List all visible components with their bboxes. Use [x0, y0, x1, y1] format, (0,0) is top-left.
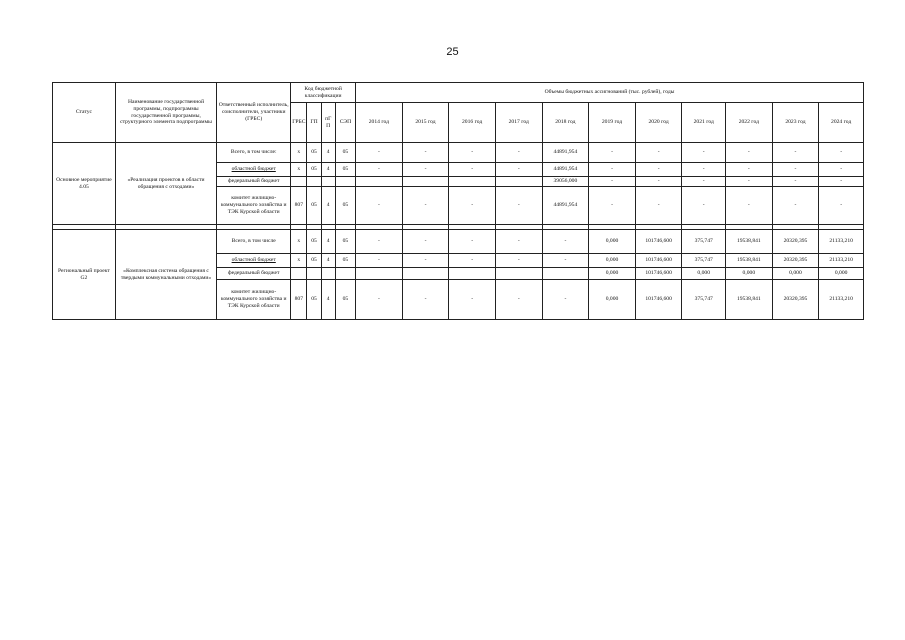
code-cell [335, 177, 355, 187]
section-name: «Реализация проектов в области обращения с отходами» [115, 143, 216, 225]
page-number: 25 [446, 46, 459, 58]
value-cell: - [449, 143, 496, 163]
header-code-group: Код бюджетной классификации [291, 83, 356, 103]
value-cell: 44891,954 [542, 187, 589, 225]
header-code-grbs: ГРБС [291, 103, 307, 143]
value-cell: - [449, 187, 496, 225]
value-cell: - [589, 177, 636, 187]
value-cell: - [542, 280, 589, 320]
value-cell: - [402, 163, 449, 177]
value-cell: - [356, 143, 403, 163]
value-cell: - [402, 143, 449, 163]
section-status: Основное мероприятие 4.05 [53, 143, 116, 225]
value-cell: 20320,395 [772, 254, 819, 268]
value-cell: 44891,954 [542, 143, 589, 163]
value-cell: - [819, 187, 864, 225]
value-cell: - [495, 187, 542, 225]
value-cell: - [402, 280, 449, 320]
code-cell: 05 [335, 254, 355, 268]
code-cell: 4 [321, 163, 335, 177]
value-cell: 19538,841 [726, 254, 773, 268]
code-cell: 807 [291, 280, 307, 320]
code-cell: 807 [291, 187, 307, 225]
value-cell: - [356, 254, 403, 268]
header-year: 2016 год [449, 103, 496, 143]
value-cell: - [819, 163, 864, 177]
value-cell: - [635, 163, 682, 177]
responsible-cell: федеральный бюджет [217, 177, 291, 187]
value-cell: 0,000 [589, 230, 636, 254]
value-cell: - [819, 177, 864, 187]
code-cell: 05 [307, 187, 321, 225]
value-cell: - [726, 163, 773, 177]
value-cell: - [819, 143, 864, 163]
header-year: 2023 год [772, 103, 819, 143]
value-cell [542, 268, 589, 280]
value-cell: - [682, 163, 726, 177]
value-cell [449, 268, 496, 280]
value-cell: 0,000 [726, 268, 773, 280]
code-cell: 4 [321, 143, 335, 163]
value-cell: - [402, 187, 449, 225]
header-responsible: Ответственный исполнитель, соисполнители, участники (ГРБС) [217, 83, 291, 143]
value-cell: 21133,210 [819, 230, 864, 254]
value-cell: - [495, 143, 542, 163]
value-cell: 21133,210 [819, 280, 864, 320]
value-cell [356, 177, 403, 187]
code-cell [291, 268, 307, 280]
header-year: 2019 год [589, 103, 636, 143]
value-cell [356, 268, 403, 280]
code-cell [307, 268, 321, 280]
code-cell: 05 [307, 254, 321, 268]
value-cell: - [449, 254, 496, 268]
section-status: Региональный проект G2 [53, 230, 116, 320]
value-cell: - [726, 177, 773, 187]
value-cell: - [495, 230, 542, 254]
code-cell: 05 [307, 230, 321, 254]
header-year: 2022 год [726, 103, 773, 143]
value-cell: 19538,841 [726, 230, 773, 254]
code-cell: 05 [307, 143, 321, 163]
value-cell: - [356, 163, 403, 177]
value-cell [495, 177, 542, 187]
value-cell: 0,000 [682, 268, 726, 280]
value-cell: - [772, 163, 819, 177]
value-cell: - [449, 280, 496, 320]
value-cell: - [356, 280, 403, 320]
value-cell: - [635, 143, 682, 163]
value-cell: - [449, 163, 496, 177]
header-year: 2021 год [682, 103, 726, 143]
value-cell: 101746,600 [635, 254, 682, 268]
value-cell: - [682, 177, 726, 187]
header-year: 2015 год [402, 103, 449, 143]
code-cell: 05 [335, 163, 355, 177]
value-cell: 44891,954 [542, 163, 589, 177]
value-cell: 0,000 [819, 268, 864, 280]
value-cell: - [542, 254, 589, 268]
header-status: Статус [53, 83, 116, 143]
header-year: 2017 год [495, 103, 542, 143]
header-year: 2024 год [819, 103, 864, 143]
value-cell: - [682, 187, 726, 225]
value-cell [495, 268, 542, 280]
value-cell [402, 268, 449, 280]
code-cell: х [291, 143, 307, 163]
value-cell: 20320,395 [772, 280, 819, 320]
value-cell: 20320,395 [772, 230, 819, 254]
value-cell: - [495, 254, 542, 268]
value-cell: - [402, 230, 449, 254]
responsible-cell: областной бюджет [217, 163, 291, 177]
value-cell: 375,747 [682, 230, 726, 254]
value-cell: - [356, 187, 403, 225]
value-cell: 101746,600 [635, 268, 682, 280]
value-cell: - [772, 187, 819, 225]
header-year: 2014 год [356, 103, 403, 143]
value-cell: - [589, 143, 636, 163]
responsible-cell: комитет жилищно-коммунального хозяйства и ТЭК Курской области [217, 187, 291, 225]
code-cell [321, 268, 335, 280]
value-cell: - [772, 177, 819, 187]
code-cell [321, 177, 335, 187]
value-cell: 21133,210 [819, 254, 864, 268]
value-cell: - [682, 143, 726, 163]
value-cell: - [589, 187, 636, 225]
code-cell: х [291, 254, 307, 268]
budget-table [52, 82, 864, 320]
responsible-cell: Всего, в том числе [217, 230, 291, 254]
value-cell: - [772, 143, 819, 163]
value-cell: - [635, 187, 682, 225]
header-code-gp: ГП [307, 103, 321, 143]
header-volume-group: Объемы бюджетных ассигнований (тыс. рублей), годы [356, 83, 864, 103]
value-cell [402, 177, 449, 187]
value-cell: - [495, 280, 542, 320]
value-cell [449, 177, 496, 187]
code-cell [307, 177, 321, 187]
code-cell: 4 [321, 230, 335, 254]
value-cell: - [495, 163, 542, 177]
value-cell: - [726, 187, 773, 225]
header-code-pgp: пГ П [321, 103, 335, 143]
header-year: 2018 год [542, 103, 589, 143]
code-cell: 4 [321, 187, 335, 225]
code-cell: х [291, 230, 307, 254]
code-cell: 05 [335, 187, 355, 225]
value-cell: 375,747 [682, 280, 726, 320]
value-cell: - [449, 230, 496, 254]
responsible-cell: Всего, в том числе: [217, 143, 291, 163]
value-cell: - [542, 230, 589, 254]
value-cell: 0,000 [589, 268, 636, 280]
value-cell: 39056,000 [542, 177, 589, 187]
code-cell: х [291, 163, 307, 177]
value-cell: 0,000 [589, 280, 636, 320]
code-cell: 05 [335, 230, 355, 254]
header-code-sep: СЭП [335, 103, 355, 143]
responsible-cell: областной бюджет [217, 254, 291, 268]
code-cell [335, 268, 355, 280]
value-cell: 101746,600 [635, 230, 682, 254]
code-cell: 05 [307, 163, 321, 177]
code-cell: 4 [321, 280, 335, 320]
header-year: 2020 год [635, 103, 682, 143]
code-cell: 4 [321, 254, 335, 268]
section-name: «Комплексная система обращения с твердыми коммунальными отходами» [115, 230, 216, 320]
value-cell: - [402, 254, 449, 268]
value-cell: - [635, 177, 682, 187]
table-row [53, 143, 864, 163]
responsible-cell: федеральный бюджет [217, 268, 291, 280]
value-cell: - [589, 163, 636, 177]
value-cell: 0,000 [772, 268, 819, 280]
value-cell: 101746,600 [635, 280, 682, 320]
code-cell: 05 [335, 280, 355, 320]
code-cell [291, 177, 307, 187]
table-row [53, 230, 864, 254]
responsible-cell: комитет жилищно-коммунального хозяйства и ТЭК Курской области [217, 280, 291, 320]
value-cell: 375,747 [682, 254, 726, 268]
code-cell: 05 [307, 280, 321, 320]
value-cell: - [726, 143, 773, 163]
code-cell: 05 [335, 143, 355, 163]
header-name: Наименование государственной программы, подпрограммы государственной программы, структурного элемента подпрограммы [115, 83, 216, 143]
value-cell: - [356, 230, 403, 254]
value-cell: 19538,841 [726, 280, 773, 320]
value-cell: 0,000 [589, 254, 636, 268]
